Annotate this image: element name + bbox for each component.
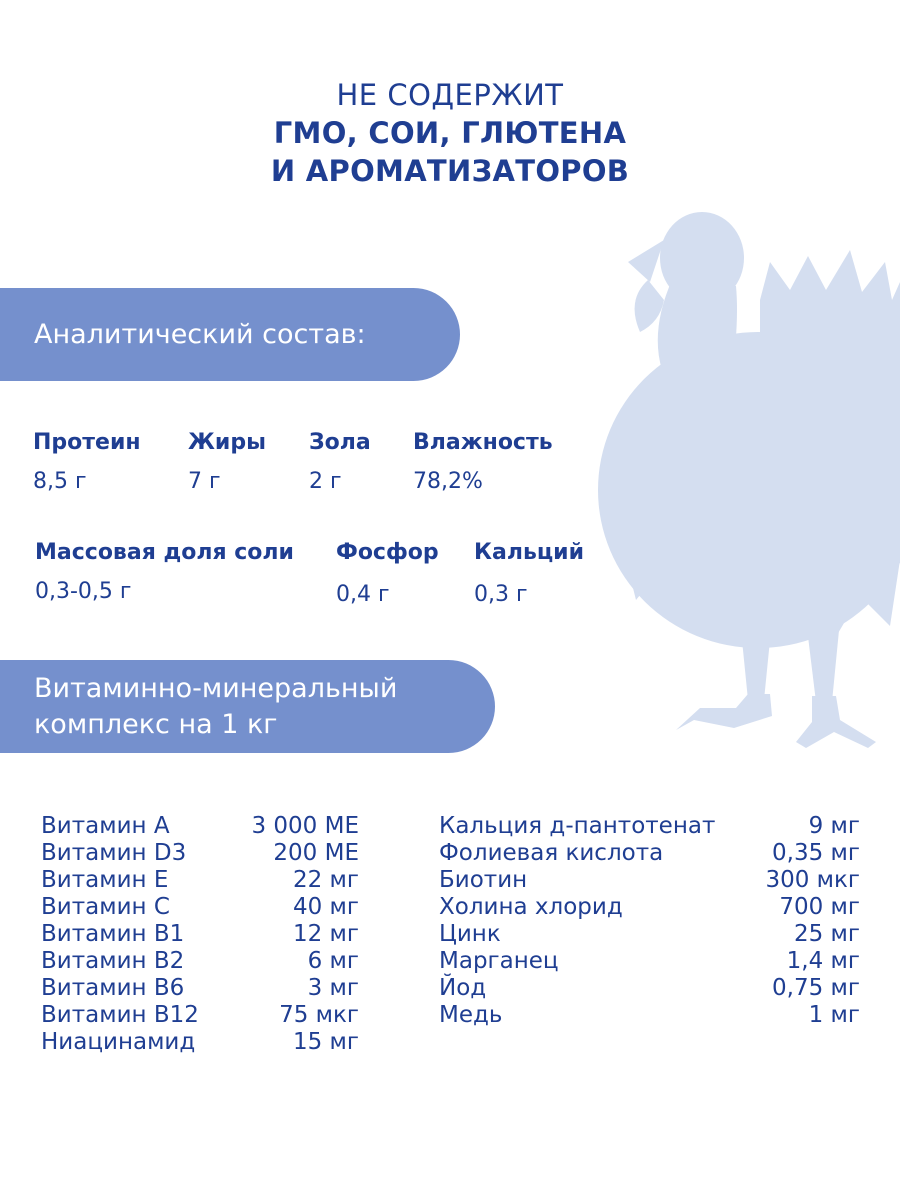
nutrient-value: 0,4 г bbox=[336, 582, 390, 607]
list-item bbox=[439, 975, 860, 1002]
list-item bbox=[41, 813, 359, 840]
header-line-3: И АРОМАТИЗАТОРОВ bbox=[270, 154, 630, 188]
vitamin-amount: 700 мг bbox=[779, 894, 860, 920]
nutrient-calcium bbox=[474, 540, 584, 607]
vitamin-name: Холина хлорид bbox=[439, 894, 623, 920]
nutrient-phosphorus bbox=[336, 540, 439, 607]
list-item bbox=[439, 948, 860, 975]
list-item bbox=[41, 894, 359, 921]
analytic-banner bbox=[0, 288, 460, 381]
vitamin-name: Витамин В1 bbox=[41, 921, 185, 947]
list-item bbox=[41, 840, 359, 867]
list-item bbox=[41, 948, 359, 975]
nutrient-fat bbox=[188, 430, 266, 494]
list-item bbox=[439, 840, 860, 867]
vitamin-list-left bbox=[41, 813, 359, 1056]
list-item bbox=[41, 867, 359, 894]
header-line-1: НЕ СОДЕРЖИТ bbox=[336, 78, 564, 112]
vitamin-amount: 15 мг bbox=[292, 1029, 359, 1055]
nutrient-label: Зола bbox=[309, 430, 371, 455]
nutrient-value: 0,3 г bbox=[474, 582, 528, 607]
list-item bbox=[41, 975, 359, 1002]
vitamin-name: Ниацинамид bbox=[41, 1029, 196, 1055]
vitamin-banner bbox=[0, 660, 495, 753]
vitamin-amount: 12 мг bbox=[292, 921, 359, 947]
vitamin-name: Биотин bbox=[439, 867, 528, 893]
vitamin-name: Витамин Е bbox=[41, 867, 169, 893]
nutrient-label: Протеин bbox=[33, 430, 141, 455]
header-line-2: ГМО, СОИ, ГЛЮТЕНА bbox=[273, 116, 627, 150]
vitamin-amount: 75 мкг bbox=[279, 1002, 359, 1028]
vitamin-amount: 6 мг bbox=[307, 948, 359, 974]
nutrient-protein bbox=[33, 430, 141, 494]
list-item bbox=[41, 1029, 359, 1056]
vitamin-amount: 1 мг bbox=[808, 1002, 860, 1028]
nutrient-value: 8,5 г bbox=[33, 469, 87, 494]
list-item bbox=[41, 921, 359, 948]
list-item bbox=[439, 894, 860, 921]
vitamin-title-line-1: Витаминно-минеральный bbox=[34, 672, 398, 704]
vitamin-amount: 1,4 мг bbox=[786, 948, 860, 974]
analytic-title: Аналитический состав: bbox=[34, 318, 366, 350]
vitamin-title-line-2: комплекс на 1 кг bbox=[34, 708, 278, 740]
vitamin-amount: 25 мг bbox=[793, 921, 860, 947]
list-item bbox=[439, 813, 860, 840]
vitamin-amount: 0,75 мг bbox=[772, 975, 860, 1001]
vitamin-name: Цинк bbox=[439, 921, 501, 947]
nutrient-label: Жиры bbox=[188, 430, 266, 455]
nutrient-value: 2 г bbox=[309, 469, 342, 494]
vitamin-amount: 200 МЕ bbox=[273, 840, 359, 866]
header bbox=[0, 76, 900, 190]
vitamin-name: Витамин В6 bbox=[41, 975, 185, 1001]
nutrient-value: 0,3-0,5 г bbox=[35, 579, 132, 604]
vitamin-list-right bbox=[439, 813, 860, 1029]
vitamin-name: Медь bbox=[439, 1002, 503, 1028]
list-item bbox=[439, 1002, 860, 1029]
vitamin-amount: 22 мг bbox=[292, 867, 359, 893]
vitamin-name: Витамин А bbox=[41, 813, 170, 839]
nutrient-ash bbox=[309, 430, 371, 494]
vitamin-name: Кальция д-пантотенат bbox=[439, 813, 716, 839]
vitamin-name: Марганец bbox=[439, 948, 559, 974]
vitamin-name: Витамин В12 bbox=[41, 1002, 199, 1028]
nutrient-value: 78,2% bbox=[413, 469, 483, 494]
nutrient-label: Влажность bbox=[413, 430, 553, 455]
list-item bbox=[439, 867, 860, 894]
vitamin-amount: 3 мг bbox=[307, 975, 359, 1001]
nutrient-salt bbox=[35, 540, 294, 604]
nutrient-label: Фосфор bbox=[336, 540, 439, 565]
vitamin-name: Витамин В2 bbox=[41, 948, 185, 974]
vitamin-amount: 0,35 мг bbox=[772, 840, 860, 866]
vitamin-name: Йод bbox=[439, 975, 487, 1001]
vitamin-name: Фолиевая кислота bbox=[439, 840, 664, 866]
list-item bbox=[41, 1002, 359, 1029]
nutrient-label: Кальций bbox=[474, 540, 584, 565]
vitamin-amount: 9 мг bbox=[808, 813, 860, 839]
vitamin-name: Витамин С bbox=[41, 894, 170, 920]
list-item bbox=[439, 921, 860, 948]
vitamin-name: Витамин D3 bbox=[41, 840, 187, 866]
vitamin-amount: 300 мкг bbox=[765, 867, 860, 893]
nutrient-moisture bbox=[413, 430, 553, 494]
vitamin-amount: 3 000 МЕ bbox=[251, 813, 359, 839]
nutrient-label: Массовая доля соли bbox=[35, 540, 294, 565]
nutrient-value: 7 г bbox=[188, 469, 221, 494]
vitamin-amount: 40 мг bbox=[292, 894, 359, 920]
